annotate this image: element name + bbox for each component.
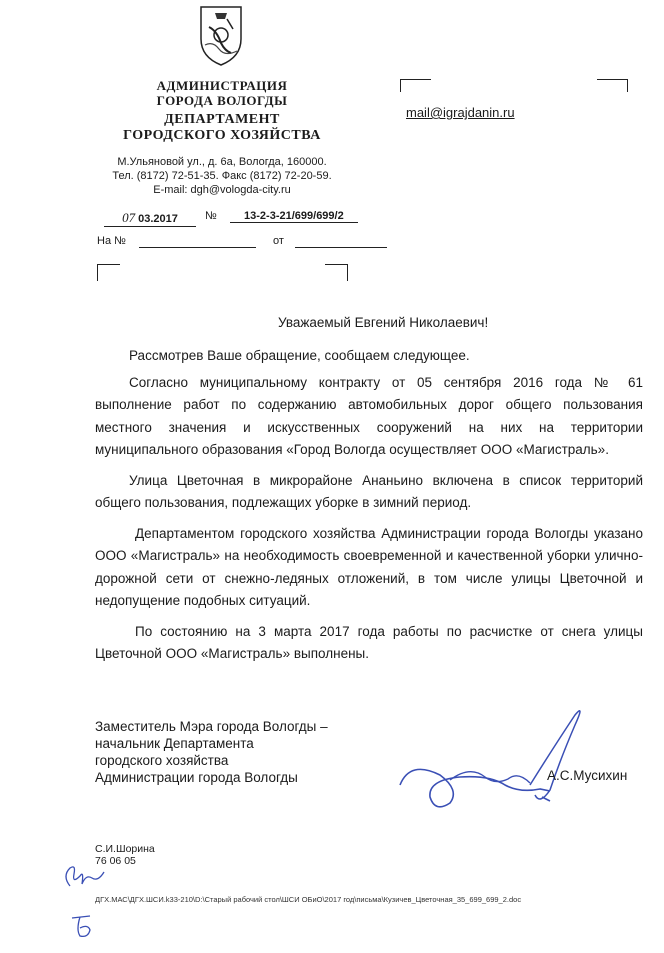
paragraph-5: По состоянию на 3 марта 2017 года работы по расчистке от снега улицы Цветочной ООО «Магистраль» выполнены.	[95, 623, 643, 661]
address: М.Ульяновой ул., д. 6а, Вологда, 160000.	[117, 156, 327, 168]
signatory-line-3: городского хозяйства	[95, 753, 229, 768]
coat-of-arms-emblem	[197, 5, 245, 67]
registration-number: 13-2-3-21/699/699/2	[244, 210, 344, 222]
letter-body	[95, 345, 643, 674]
file-path: ДГХ.МАС\ДГХ.ШСИ.k33-210\D:\Старый рабочий стол\ШСИ ОБиО\2017 год\письма\Кузичев_Цветочная_35_699_699_2.doc	[95, 895, 522, 904]
handwritten-signature	[390, 705, 590, 815]
executor-phone: 76 06 05	[95, 855, 136, 867]
signatory-title	[95, 718, 328, 786]
org-line-2: ГОРОДА ВОЛОГДЫ	[156, 93, 288, 108]
subject-bracket-left	[97, 264, 120, 281]
organization-name	[72, 78, 372, 108]
addressee-email[interactable]: mail@igrajdanin.ru	[406, 105, 515, 120]
executor-initials-mark	[60, 862, 110, 897]
from-label: от	[273, 235, 284, 247]
department-email: E-mail: dgh@vologda-city.ru	[153, 184, 291, 196]
paragraph-1: Рассмотрев Ваше обращение, сообщаем следующее.	[129, 348, 470, 363]
phone-fax: Тел. (8172) 72-51-35. Факс (8172) 72-20-59.	[112, 170, 332, 182]
salutation: Уважаемый Евгений Николаевич!	[278, 315, 489, 330]
reference-number-field	[139, 235, 256, 248]
executor-name: С.И.Шорина	[95, 843, 155, 855]
reference-row	[97, 235, 387, 248]
registration-date-field	[104, 210, 196, 227]
registration-date-row	[104, 210, 196, 227]
reference-label: На №	[97, 235, 126, 247]
dept-line-1: ДЕПАРТАМЕНТ	[164, 112, 280, 127]
signatory-name: А.С.Мусихин	[547, 768, 628, 783]
number-label: №	[205, 210, 217, 222]
paragraph-3: Улица Цветочная в микрорайоне Ананьино включена в список территорий общего пользования, подлежащих уборке в зимний период.	[95, 472, 643, 510]
registration-date: 03.2017	[138, 213, 178, 225]
signatory-line-4: Администрации города Вологды	[95, 770, 298, 785]
initials-mark-bottom	[68, 912, 98, 945]
subject-bracket-right	[325, 264, 348, 281]
addressee-bracket-right	[597, 79, 628, 92]
reference-date-field	[295, 235, 387, 248]
handwritten-day: 07	[122, 210, 136, 225]
signatory-line-2: начальник Департамента	[95, 736, 254, 751]
signatory-line-1: Заместитель Мэра города Вологды –	[95, 719, 328, 734]
paragraph-2: Согласно муниципальному контракту от 05 сентября 2016 года № 61 выполнение работ по содержанию автомобильных дорог общего пользования местного значения и искусственных сооружений на них на территории муниципального образования «Город Вологда осуществляет ООО «Магистраль».	[95, 374, 643, 457]
dept-line-2: ГОРОДСКОГО ХОЗЯЙСТВА	[123, 128, 321, 143]
addressee-bracket-left	[400, 79, 431, 92]
department-name	[72, 112, 372, 144]
org-line-1: АДМИНИСТРАЦИЯ	[156, 78, 288, 93]
paragraph-4: Департаментом городского хозяйства Администрации города Вологды указано ООО «Магистраль» на необходимость своевременной и качественной уборки улично-дорожной сети от снежно-ледяных отложений, в том числе улицы Цветочной и недопущение подобных ситуаций.	[95, 525, 643, 608]
registration-number-field	[230, 210, 358, 223]
department-contacts	[72, 155, 372, 197]
registration-number-row	[205, 210, 358, 223]
